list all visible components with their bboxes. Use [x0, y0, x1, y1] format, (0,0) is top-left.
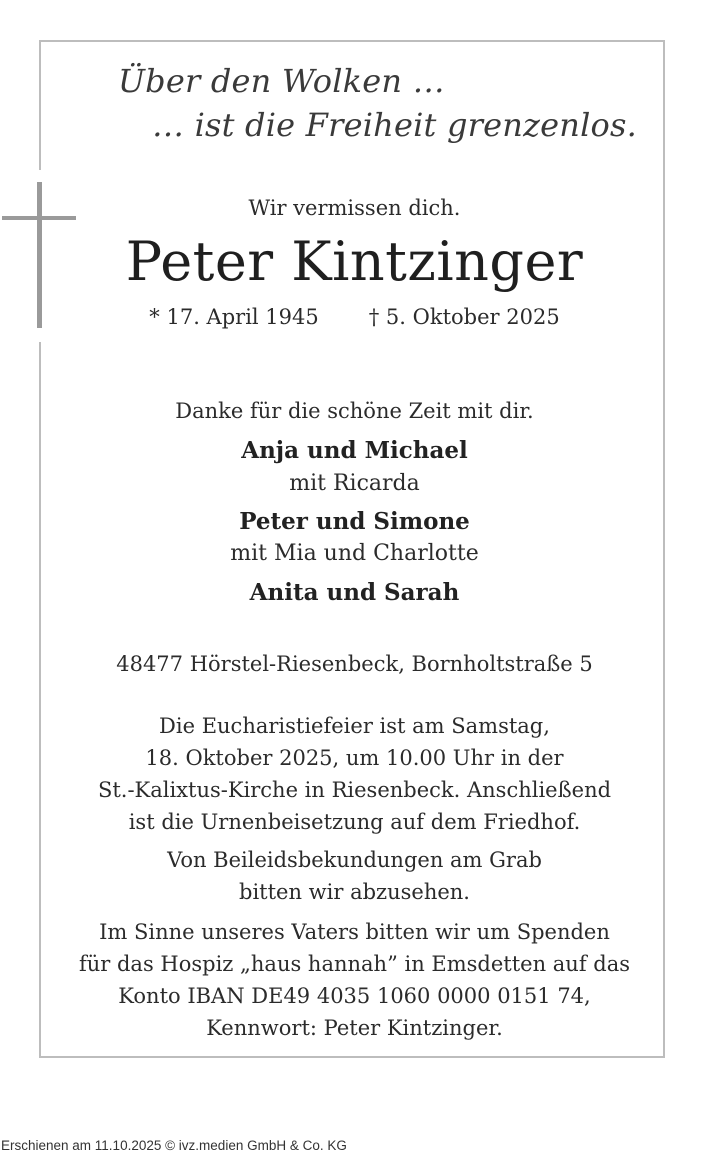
mourner-names-3: Anita und Sarah: [249, 579, 460, 606]
ceremony-line-1: Die Eucharistiefeier ist am Samstag,: [159, 714, 550, 738]
address-text: 48477 Hörstel-Riesenbeck, Bornholtstraße 5: [116, 652, 593, 676]
deceased-name: Peter Kintzinger: [125, 230, 584, 293]
death-date: † 5. Oktober 2025: [368, 305, 560, 329]
mourner-names-2: Peter und Simone: [239, 508, 470, 535]
thanks-text: Danke für die schöne Zeit mit dir.: [175, 399, 534, 423]
donation-line-1: Im Sinne unseres Vaters bitten wir um Spenden: [99, 920, 610, 944]
mourner-names-1: Anja und Michael: [241, 437, 468, 464]
publication-footer: Erschienen am 11.10.2025 © ivz.medien GmbH & Co. KG: [1, 1138, 347, 1153]
condolence-line-1: Von Beileidsbekundungen am Grab: [167, 848, 542, 872]
ceremony-line-4: ist die Urnenbeisetzung auf dem Friedhof.: [128, 810, 581, 834]
life-dates: [0, 305, 709, 329]
birth-date: * 17. April 1945: [149, 305, 319, 329]
donation-line-2: für das Hospiz „haus hannah” in Emsdetten auf das: [78, 952, 631, 976]
mourner-with-1: mit Ricarda: [289, 471, 420, 496]
ceremony-line-2: 18. Oktober 2025, um 10.00 Uhr in der: [145, 746, 564, 770]
ceremony-line-3: St.-Kalixtus-Kirche in Riesenbeck. Anschließend: [97, 778, 612, 802]
donation-line-4: Kennwort: Peter Kintzinger.: [206, 1016, 503, 1040]
donation-line-3: Konto IBAN DE49 4035 1060 0000 0151 74,: [118, 984, 591, 1008]
motto-line-2: … ist die Freiheit grenzenlos.: [152, 106, 637, 144]
mourner-with-2: mit Mia und Charlotte: [230, 541, 479, 566]
intro-text: Wir vermissen dich.: [248, 196, 461, 220]
motto-line-1: Über den Wolken …: [118, 62, 445, 100]
condolence-line-2: bitten wir abzusehen.: [239, 880, 470, 904]
